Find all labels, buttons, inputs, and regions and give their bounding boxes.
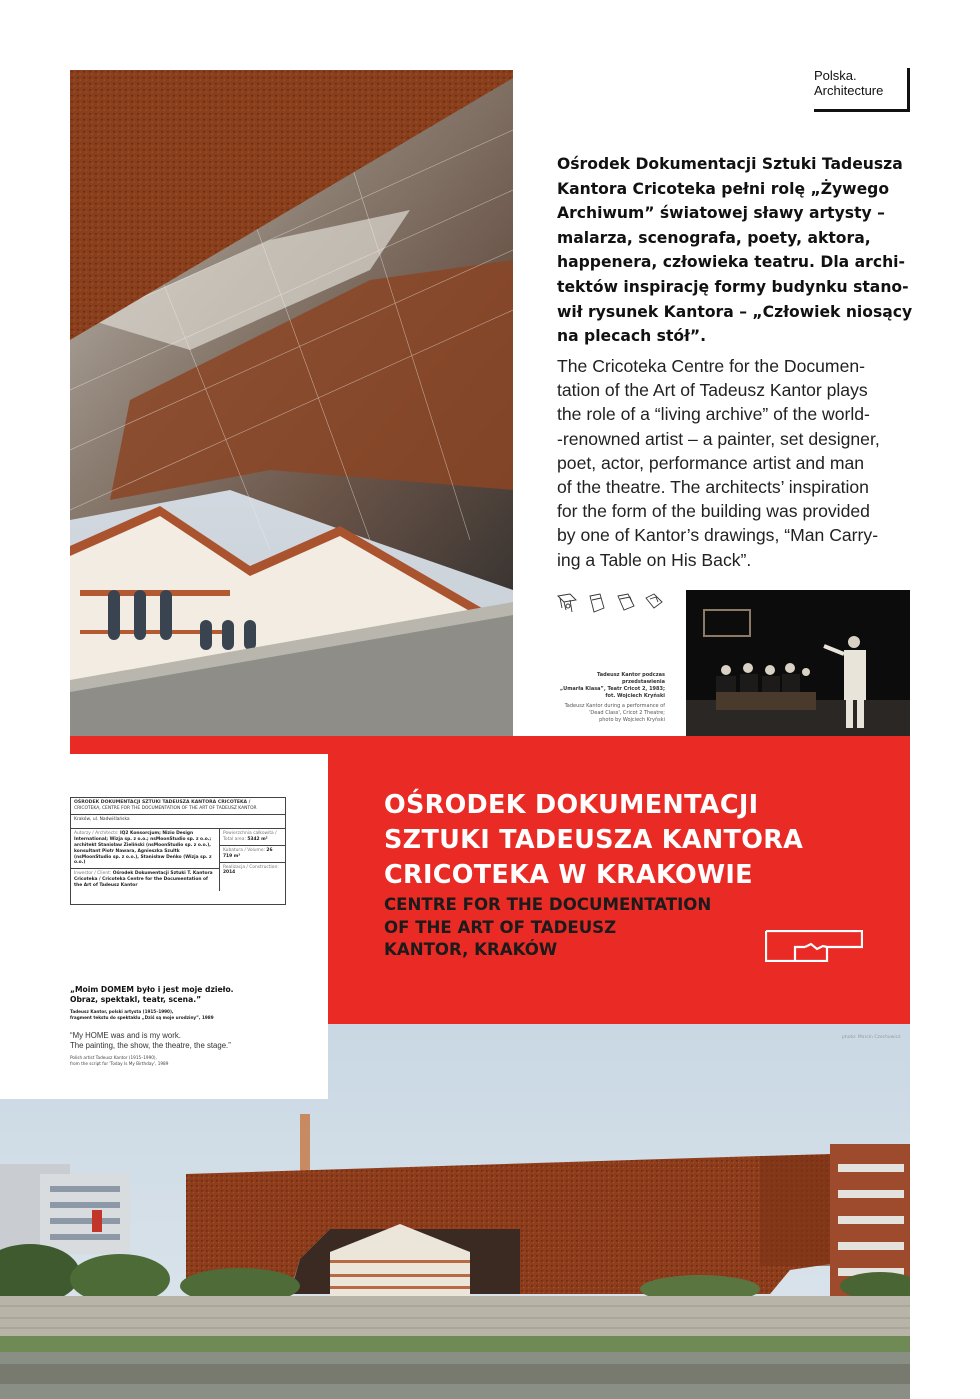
photo-facade-reflection: [70, 70, 513, 736]
investor-value: Ośrodek Dokumentacji Sztuki T. Kantora Cricoteka / Cricoteka Centre for the Documentation of the Art of Tadeusz Kantor: [74, 871, 213, 888]
volume-value: 26 719 m³: [223, 847, 273, 859]
info-area: [220, 829, 285, 846]
logo-line-2: Architecture: [814, 83, 884, 98]
info-address: Kraków, ul. Nadwiślańska: [71, 815, 285, 830]
volume-label: Kubatura / Volume:: [223, 847, 265, 853]
investor-label: Inwestor / Client:: [74, 871, 112, 877]
logo-line-1: Polska.: [814, 68, 857, 83]
authors-label: Autorzy / Architects:: [74, 831, 119, 837]
info-header: [71, 798, 285, 815]
sketch-man-table-icon: [558, 594, 576, 612]
caption-polish: Tadeusz Kantor podczas przedstawienia „Umarła Klasa”, Teatr Cricot 2, 1983; fot. Wojciech Kryński: [559, 672, 665, 699]
project-info-table: [70, 797, 286, 905]
quote-source-polish: Tadeusz Kantor, polski artysta (1915–1990), fragment tekstu do spektaklu „Dziś są moje urodziny”, 1989: [70, 1009, 214, 1020]
photo-dead-class-performance: [686, 590, 910, 736]
info-header-en: CRICOTEKA, CENTRE FOR THE DOCUMENTATION OF THE ART OF TADEUSZ KANTOR: [74, 805, 257, 811]
area-label: Powierzchnia całkowita / Total area:: [223, 831, 277, 843]
title-polish: OŚRODEK DOKUMENTACJI SZTUKI TADEUSZA KANTORA CRICOTEKA W KRAKOWIE: [384, 790, 804, 890]
photo-credit: photo: Marcin Czechowicz: [842, 1035, 901, 1040]
area-value: 5342 m²: [247, 837, 268, 843]
info-authors: [71, 829, 219, 869]
intro-text-polish: Ośrodek Dokumentacji Sztuki Tadeusza Kantora Cricoteka pełni rolę „Żywego Archiwum” światowej sławy artysty – malarza, scenografa, poety, aktora, happenera, człowieka teatru. Dla archi- tektów inspirację formy budynku stano- wił rysunek Kantora – „Człowiek niosący na plecach stół”.: [557, 155, 913, 346]
sketch-table-3-icon: [646, 594, 662, 608]
man-carrying-table-sketches: [556, 590, 668, 616]
sketch-table-1-icon: [590, 594, 604, 612]
info-volume: [220, 846, 285, 863]
authors-value: IQ2 Konsorcjum; Nizio Design International; Wizja sp. z o.o.; nsMoonStudio sp. z o.o.; architekt Stanisław Zieliński (nsMoonStudio sp. z o.o.), konsultant Piotr Nawara, Agnieszka Szultk (nsMoonStudio sp. z o.o.), Stanisław Deńko (Wizja sp. z o.o.): [74, 831, 212, 866]
quote-polish: „Moim DOMEM było i jest moje dzieło. Obraz, spektakl, teatr, scena.”: [70, 985, 234, 1004]
realization-label: Realizacja / Construction:: [223, 864, 279, 870]
info-investor: [71, 869, 219, 890]
building-outline-icon: [765, 930, 863, 962]
caption-english: Tadeusz Kantor during a performance of 'Dead Class', Cricot 2 Theatre; photo by Wojciech Kryński: [564, 703, 665, 723]
info-header-pl: OŚRODEK DOKUMENTACJI SZTUKI TADEUSZA KANTORA CRICOTEKA /: [74, 800, 251, 805]
quote-source-english: Polish artist Tadeusz Kantor (1915–1990), from the script for 'Today Is My Birthday', 1989: [70, 1054, 169, 1066]
quote-english: “My HOME was and is my work. The painting, the show, the theatre, the stage.”: [70, 1031, 231, 1051]
kantor-quote: [70, 985, 310, 1067]
sketch-table-2-icon: [618, 594, 634, 610]
realization-value: 2014: [223, 870, 236, 876]
polska-architecture-logo: [814, 68, 910, 112]
info-realization: [220, 863, 285, 879]
theatre-photo-caption: [555, 672, 665, 724]
intro-text-english: The Cricoteka Centre for the Documen- tation of the Art of Tadeusz Kantor plays the role of a “living archive” of the world- -renowned artist – a painter, set designer, poet, actor, performance artist and man of the theatre. The architects’ inspiration for the form of the building was provided by one of Kantor’s drawings, “Man Carry- ing a Table on His Back”.: [557, 356, 880, 570]
title-english: CENTRE FOR THE DOCUMENTATION OF THE ART OF TADEUSZ KANTOR, KRAKÓW: [384, 895, 712, 959]
